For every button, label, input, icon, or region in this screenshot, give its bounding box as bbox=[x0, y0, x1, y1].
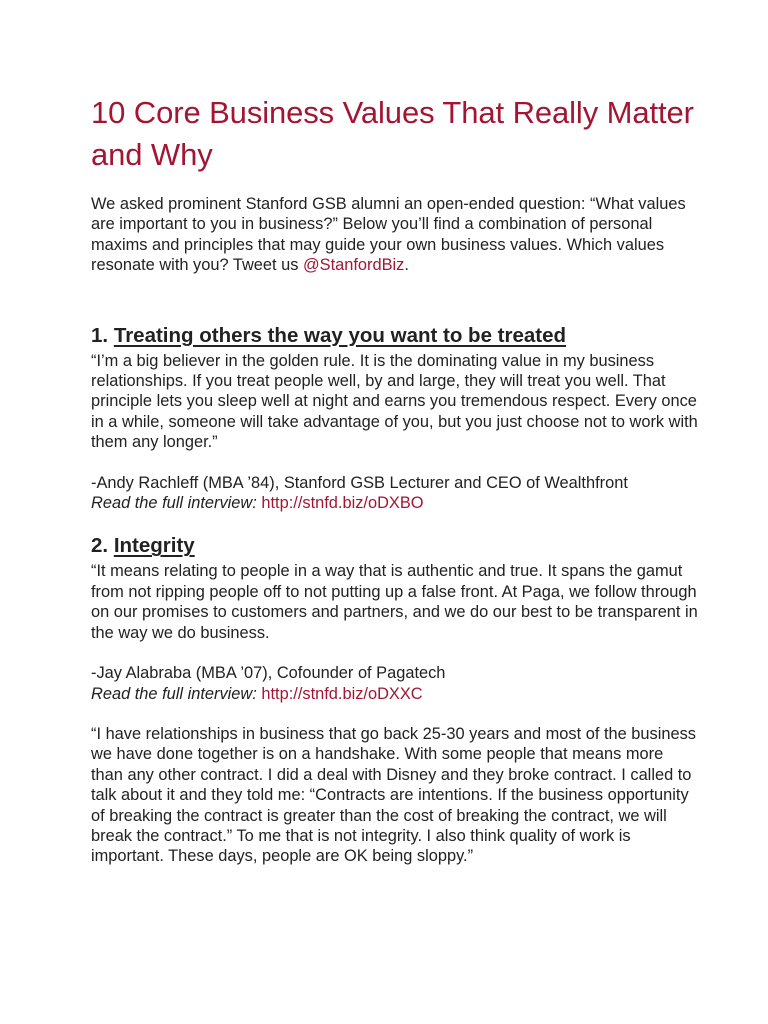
section-1-heading bbox=[91, 323, 698, 349]
section-1-read-line bbox=[91, 493, 698, 513]
section-1-number: 1. bbox=[91, 323, 109, 347]
section-1-title: Treating others the way you want to be treated bbox=[113, 323, 567, 347]
section-2-interview-link[interactable]: http://stnfd.biz/oDXXC bbox=[261, 684, 423, 703]
intro-text: We asked prominent Stanford GSB alumni an open-ended question: “What values are important to you in business?” Below you’ll find a combination of personal maxims and principles that may guide your own business values. Which values resonate with you? Tweet us bbox=[91, 195, 686, 275]
document-title: 10 Core Business Values That Really Matter and Why bbox=[91, 95, 694, 172]
intro-end: . bbox=[404, 256, 409, 275]
section-1-attribution: -Andy Rachleff (MBA ’84), Stanford GSB Lecturer and CEO of Wealthfront bbox=[91, 473, 628, 492]
section-2-read-line bbox=[91, 684, 698, 704]
section-2-read-label: Read the full interview: bbox=[91, 684, 262, 703]
section-2-number: 2. bbox=[91, 534, 109, 558]
section-2-quote-2: “I have relationships in business that go back 25-30 years and most of the business we have done together is on a handshake. With some people that means more than any other contract. I did a deal with Disney and they broke contract. I called to talk about it and they told me: “Contracts are intentions. If the business opportunity of breaking the contract is greater than the cost of breaking the contract, we will break the contract.” To me that is not integrity. I also think quality of work is important. These days, people are OK being sloppy.” bbox=[91, 724, 696, 866]
section-1-interview-link[interactable]: http://stnfd.biz/oDXBO bbox=[261, 494, 424, 513]
twitter-handle-link[interactable]: @StanfordBiz bbox=[303, 256, 405, 275]
section-2-quote: “It means relating to people in a way that is authentic and true. It spans the gamut from not ripping people off to not putting up a false front. At Paga, we follow through on our promises to customers and partners, and we do our best to be transparent in the way we do business. bbox=[91, 562, 698, 642]
section-2-title: Integrity bbox=[113, 534, 195, 558]
section-2-heading bbox=[91, 533, 698, 559]
intro-paragraph bbox=[91, 194, 698, 276]
section-2-attribution: -Jay Alabraba (MBA ’07), Cofounder of Pagatech bbox=[91, 664, 446, 683]
section-1-read-label: Read the full interview: bbox=[91, 494, 262, 513]
section-1-quote: “I’m a big believer in the golden rule. It is the dominating value in my business relationships. If you treat people well, by and large, they will treat you well. That principle lets you sleep well at night and earns you tremendous respect. Every once in a while, someone will take advantage of you, but you just choose not to work with them any longer.” bbox=[91, 351, 698, 452]
